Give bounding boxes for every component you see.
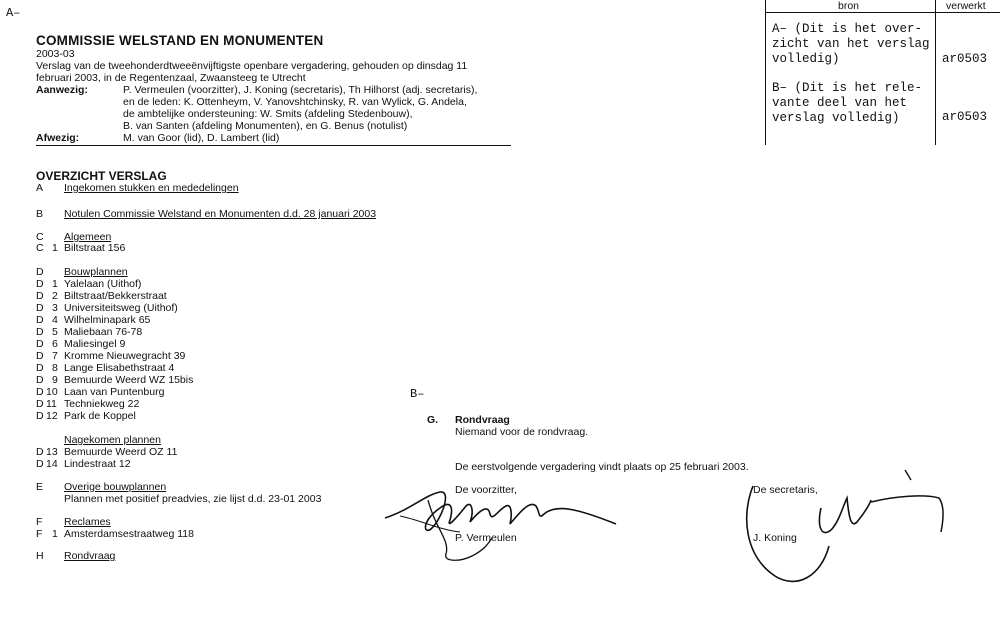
- item-text: Bemuurde Weerd OZ 11: [64, 446, 178, 458]
- document-number: 2003-03: [36, 48, 75, 60]
- item-text: Laan van Puntenburg: [64, 386, 165, 398]
- section-g-heading: Rondvraag: [455, 414, 510, 426]
- section-g-text: Niemand voor de rondvraag.: [455, 426, 589, 438]
- item-number: 4: [52, 314, 58, 326]
- item-code: D: [36, 362, 44, 374]
- item-code: C: [36, 231, 44, 243]
- chair-name: P. Vermeulen: [455, 532, 517, 544]
- secretary-signature: [735, 466, 975, 596]
- item-code: D: [36, 278, 44, 290]
- table-left-border: [765, 0, 766, 145]
- aanwezig-line: P. Vermeulen (voorzitter), J. Koning (secretaris), Th Hilhorst (adj. secretaris),: [123, 84, 478, 96]
- section-g-letter: G.: [427, 414, 439, 426]
- item-text: Biltstraat/Bekkerstraat: [64, 290, 167, 302]
- item-number: 1: [52, 242, 58, 254]
- afwezig-text: M. van Goor (lid), D. Lambert (lid): [123, 132, 280, 144]
- item-text: Bemuurde Weerd WZ 15bis: [64, 374, 194, 386]
- item-code: D: [36, 386, 44, 398]
- overview-item: [36, 326, 636, 338]
- item-heading: Rondvraag: [64, 550, 116, 562]
- secretary-name: J. Koning: [753, 532, 797, 544]
- overview-item: [36, 266, 636, 278]
- aanwezig-label: Aanwezig:: [36, 84, 88, 96]
- overview-item: [36, 410, 636, 422]
- item-code: D: [36, 290, 44, 302]
- overview-item: [36, 278, 636, 290]
- overview-heading: OVERZICHT VERSLAG: [36, 169, 167, 183]
- item-heading: Overige bouwplannen: [64, 481, 167, 493]
- item-code: D: [36, 326, 44, 338]
- table-header-line: [765, 12, 1000, 13]
- overview-item: [36, 446, 636, 458]
- secretary-label: De secretaris,: [753, 484, 818, 496]
- item-heading: Reclames: [64, 516, 111, 528]
- item-number: 1: [52, 528, 58, 540]
- table-code-a: ar0503: [942, 52, 988, 66]
- table-code-b: ar0503: [942, 110, 988, 124]
- item-code: D: [36, 266, 44, 278]
- item-code: C: [36, 242, 44, 254]
- item-text: Maliebaan 76-78: [64, 326, 143, 338]
- item-text: Wilhelminapark 65: [64, 314, 151, 326]
- item-text: Park de Koppel: [64, 410, 136, 422]
- table-note-a: A– (Dit is het over- zicht van het verslag volledig): [772, 22, 930, 66]
- item-number: 14: [46, 458, 58, 470]
- item-code: E: [36, 481, 44, 493]
- item-code: D: [36, 446, 44, 458]
- item-heading: Ingekomen stukken en mededelingen: [64, 182, 239, 194]
- chair-signature: [380, 470, 640, 580]
- document-title: COMMISSIE WELSTAND EN MONUMENTEN: [36, 33, 324, 48]
- item-heading: Notulen Commissie Welstand en Monumenten d.d. 28 januari 2003: [64, 208, 377, 220]
- aanwezig-line: B. van Santen (afdeling Monumenten), en G. Benus (notulist): [123, 120, 408, 132]
- item-number: 7: [52, 350, 58, 362]
- overview-item: [36, 350, 636, 362]
- item-number: 12: [46, 410, 58, 422]
- chair-label: De voorzitter,: [455, 484, 517, 496]
- item-code: F: [36, 516, 43, 528]
- table-note-b: B– (Dit is het rele- vante deel van het verslag volledig): [772, 81, 923, 125]
- item-code: D: [36, 350, 44, 362]
- item-code: A: [36, 182, 44, 194]
- overview-item: [36, 386, 636, 398]
- overview-item: [36, 362, 636, 374]
- item-text: Maliesingel 9: [64, 338, 126, 350]
- item-number: 11: [46, 398, 57, 410]
- item-number: 6: [52, 338, 58, 350]
- overview-item: [36, 302, 636, 314]
- overview-item: [36, 398, 636, 410]
- item-heading: Algemeen: [64, 231, 112, 243]
- item-number: 3: [52, 302, 58, 314]
- overview-item: [36, 290, 636, 302]
- item-number: 1: [52, 278, 58, 290]
- item-code: D: [36, 458, 44, 470]
- description-line-2: februari 2003, in de Regentenzaal, Zwaansteeg te Utrecht: [36, 72, 306, 84]
- item-code: D: [36, 410, 44, 422]
- item-number: 10: [46, 386, 58, 398]
- overview-item: [36, 374, 636, 386]
- item-code: D: [36, 374, 44, 386]
- item-text: Lindestraat 12: [64, 458, 131, 470]
- item-number: 9: [52, 374, 58, 386]
- item-heading: Bouwplannen: [64, 266, 128, 278]
- b-marker: B–: [410, 387, 425, 401]
- item-text: Yalelaan (Uithof): [64, 278, 142, 290]
- item-code: D: [36, 398, 44, 410]
- item-text: Universiteitsweg (Uithof): [64, 302, 178, 314]
- item-number: 2: [52, 290, 58, 302]
- table-col-divider: [935, 0, 936, 145]
- item-code: D: [36, 314, 44, 326]
- col-header-verwerkt: verwerkt: [946, 0, 986, 12]
- item-heading: Nagekomen plannen: [64, 434, 161, 446]
- overview-item: [36, 242, 636, 254]
- aanwezig-line: de ambtelijke ondersteuning: W. Smits (afdeling Stedenbouw),: [123, 108, 413, 120]
- item-code: B: [36, 208, 44, 220]
- item-text: Plannen met positief preadvies, zie lijst d.d. 23-01 2003: [64, 493, 322, 505]
- overview-item: [36, 208, 636, 220]
- item-number: 8: [52, 362, 58, 374]
- item-text: Lange Elisabethstraat 4: [64, 362, 175, 374]
- item-text: Amsterdamsestraatweg 118: [64, 528, 194, 540]
- description-line-1: Verslag van de tweehonderdtweeënvijftigste openbare vergadering, gehouden op dinsdag 11: [36, 60, 468, 72]
- corner-marker: A–: [6, 6, 21, 20]
- aanwezig-line: en de leden: K. Ottenheym, V. Yanovshtchinsky, R. van Wylick, G. Andela,: [123, 96, 467, 108]
- item-code: F: [36, 528, 43, 540]
- next-meeting-text: De eerstvolgende vergadering vindt plaats op 25 februari 2003.: [455, 461, 749, 473]
- item-code: H: [36, 550, 44, 562]
- item-number: 5: [52, 326, 58, 338]
- overview-item: [36, 182, 636, 194]
- afwezig-label: Afwezig:: [36, 132, 80, 144]
- item-code: D: [36, 338, 44, 350]
- item-code: D: [36, 302, 44, 314]
- item-text: Techniekweg 22: [64, 398, 140, 410]
- item-text: Biltstraat 156: [64, 242, 126, 254]
- item-text: Kromme Nieuwegracht 39: [64, 350, 186, 362]
- col-header-bron: bron: [838, 0, 860, 12]
- overview-item: [36, 314, 636, 326]
- overview-item: [36, 338, 636, 350]
- item-number: 13: [46, 446, 58, 458]
